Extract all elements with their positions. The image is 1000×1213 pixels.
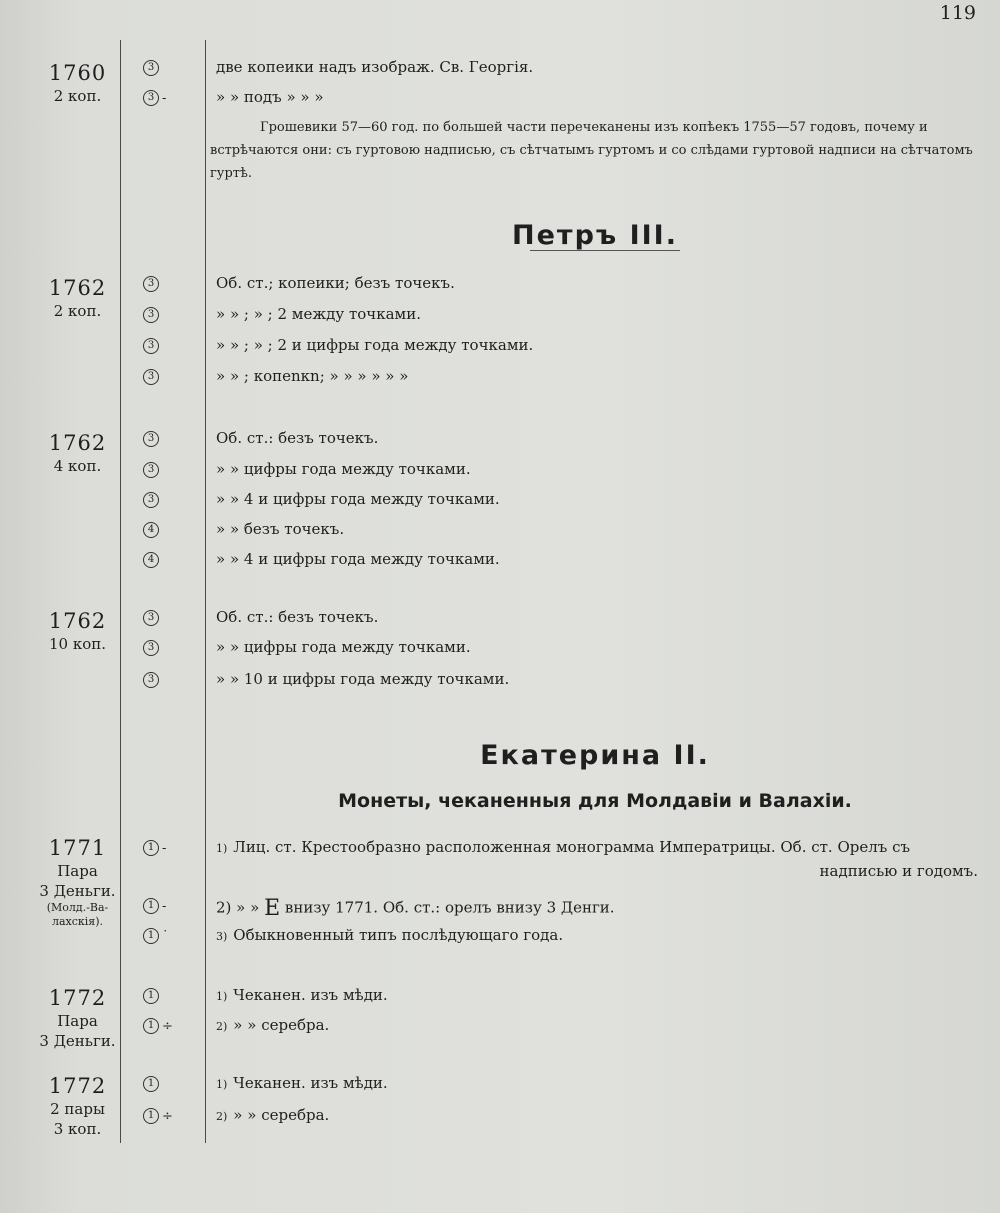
entry-line: Об. ст.: безъ точекъ.: [216, 608, 379, 626]
rarity-mark: 1 -: [143, 898, 166, 914]
heading-ekaterina: Екатерина II.: [480, 740, 710, 771]
rarity-mark: 1 ÷: [143, 1108, 173, 1124]
subheading: Монеты, чеканенныя для Молдавіи и Валахіи.: [338, 790, 852, 812]
entry-line: Об. ст.; копеики; безъ точекъ.: [216, 274, 455, 292]
monogram-icon: Е: [264, 896, 281, 921]
column-rule-right: [205, 40, 206, 1143]
rarity-mark: 4: [143, 552, 159, 568]
rarity-mark: 3: [143, 338, 159, 354]
rarity-mark: 3: [143, 307, 159, 323]
rarity-mark: 4: [143, 522, 159, 538]
rarity-mark: 3: [143, 369, 159, 385]
rarity-mark: 3: [143, 431, 159, 447]
rarity-mark: 1: [143, 1076, 159, 1092]
rarity-mark: 3 -: [143, 90, 166, 106]
year-1760: 1760 2 коп.: [48, 61, 107, 105]
entry-line: » » безъ точекъ.: [216, 520, 345, 538]
rarity-mark: 1: [143, 988, 159, 1004]
page-number: 119: [939, 2, 976, 24]
entry-line: » » 10 и цифры года между точками.: [216, 670, 510, 688]
note-paragraph: Грошевики 57—60 год. по большей части перечеканены изъ копѣекъ 1755—57 годовъ, почему и встрѣчаются они: съ гуртовою надписью, съ сѣтчатымъ гуртомъ и со слѣдами гуртовой надписи на сѣтчатомъ гуртѣ.: [210, 120, 973, 181]
entry-line: » » 4 и цифры года между точками.: [216, 550, 500, 568]
rarity-mark: 3: [143, 60, 159, 76]
entry-line: » » цифры года между точками.: [216, 460, 471, 478]
entry-line: 1) Чеканен. изъ мѣди.: [216, 986, 388, 1004]
rarity-mark: 1 ÷: [143, 1018, 173, 1034]
entry-line: две копеики надъ изображ. Св. Георгія.: [216, 58, 534, 76]
year-1762-10: 1762 10 коп.: [48, 609, 107, 653]
entry-line: » » ; » ; 2 и цифры года между точками.: [216, 336, 534, 354]
rarity-mark: 3: [143, 462, 159, 478]
entry-line: » » ; » ; 2 между точками.: [216, 305, 421, 323]
entry-line: 1) Чеканен. изъ мѣди.: [216, 1074, 388, 1092]
year-1772-2pary: 1772 2 пары 3 коп.: [48, 1074, 107, 1138]
year-1772-para: 1772 Пара 3 Деньги.: [39, 986, 116, 1050]
rarity-mark: 3: [143, 672, 159, 688]
rarity-mark: 3: [143, 640, 159, 656]
entry-line: » » ; копеnкn; » » » » » »: [216, 367, 409, 385]
rarity-mark: 3: [143, 610, 159, 626]
rarity-mark: 3: [143, 492, 159, 508]
heading-peter: Петръ III.: [512, 220, 678, 251]
entry-line: » » цифры года между точками.: [216, 638, 471, 656]
year-1762-4: 1762 4 коп.: [48, 431, 107, 475]
entry-line: » » 4 и цифры года между точками.: [216, 490, 500, 508]
entry-line: 2) » » серебра.: [216, 1016, 330, 1034]
entry-line: Об. ст.: безъ точекъ.: [216, 429, 379, 447]
entry-line-cont: надписью и годомъ.: [819, 862, 978, 880]
entry-line: 3) Обыкновенный типъ послѣдующаго года.: [216, 926, 564, 944]
entry-line: 2) » » Е внизу 1771. Об. ст.: орелъ внизу 3 Денги.: [216, 896, 615, 921]
entry-line: 2) » » серебра.: [216, 1106, 330, 1124]
rarity-mark: 1 -: [143, 840, 166, 856]
rarity-mark: 3: [143, 276, 159, 292]
rarity-mark: 1 ˙: [143, 928, 169, 944]
entry-line: 1) Лиц. ст. Крестообразно расположенная монограмма Императрицы. Об. ст. Орелъ съ: [216, 838, 911, 856]
column-rule-left: [120, 40, 121, 1143]
year-1762-2: 1762 2 коп.: [48, 276, 107, 320]
year-1771: 1771 Пара 3 Деньги. (Молд.-Ва- лахскія).: [39, 836, 116, 928]
entry-line: » » подъ » » »: [216, 88, 324, 106]
